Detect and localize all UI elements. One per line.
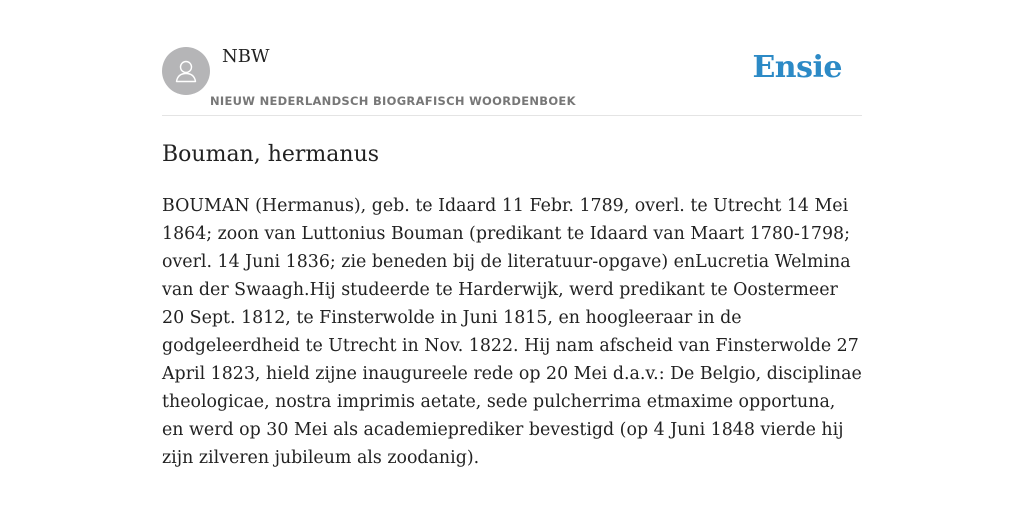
page-container [162,0,862,472]
ensie-logo[interactable]: Ensie [752,50,842,85]
source-name-link[interactable]: NBW [222,46,270,67]
user-icon [171,56,201,86]
article-body: BOUMAN (Hermanus), geb. te Idaard 11 Febr. 1789, overl. te Utrecht 14 Mei 1864; zoon van Luttonius Bouman (predikant te Idaard van Maart 1780-1798; overl. 14 Juni 1836; zie beneden bij de literatuur-opgave) enLucretia Welmina van der Swaagh.Hij studeerde te Harderwijk, werd predikant te Oostermeer 20 Sept. 1812, te Finsterwolde in Juni 1815, en hoogleeraar in de godgeleerdheid te Utrecht in Nov. 1822. Hij nam afscheid van Finsterwolde 27 April 1823, hield zijne inaugureele rede op 20 Mei d.a.v.: De Belgio, disciplinae theologicae, nostra imprimis aetate, sede pulcherrima etmaxime opportuna, en werd op 30 Mei als academieprediker bevestigd (op 4 Juni 1848 vierde hij zijn zilveren jubileum als zoodanig). [162,196,862,468]
source-subtitle: NIEUW NEDERLANDSCH BIOGRAFISCH WOORDENBOEK [210,94,576,108]
source-header [162,0,862,116]
source-avatar[interactable] [162,47,210,95]
article-title: Bouman, hermanus [162,142,380,167]
